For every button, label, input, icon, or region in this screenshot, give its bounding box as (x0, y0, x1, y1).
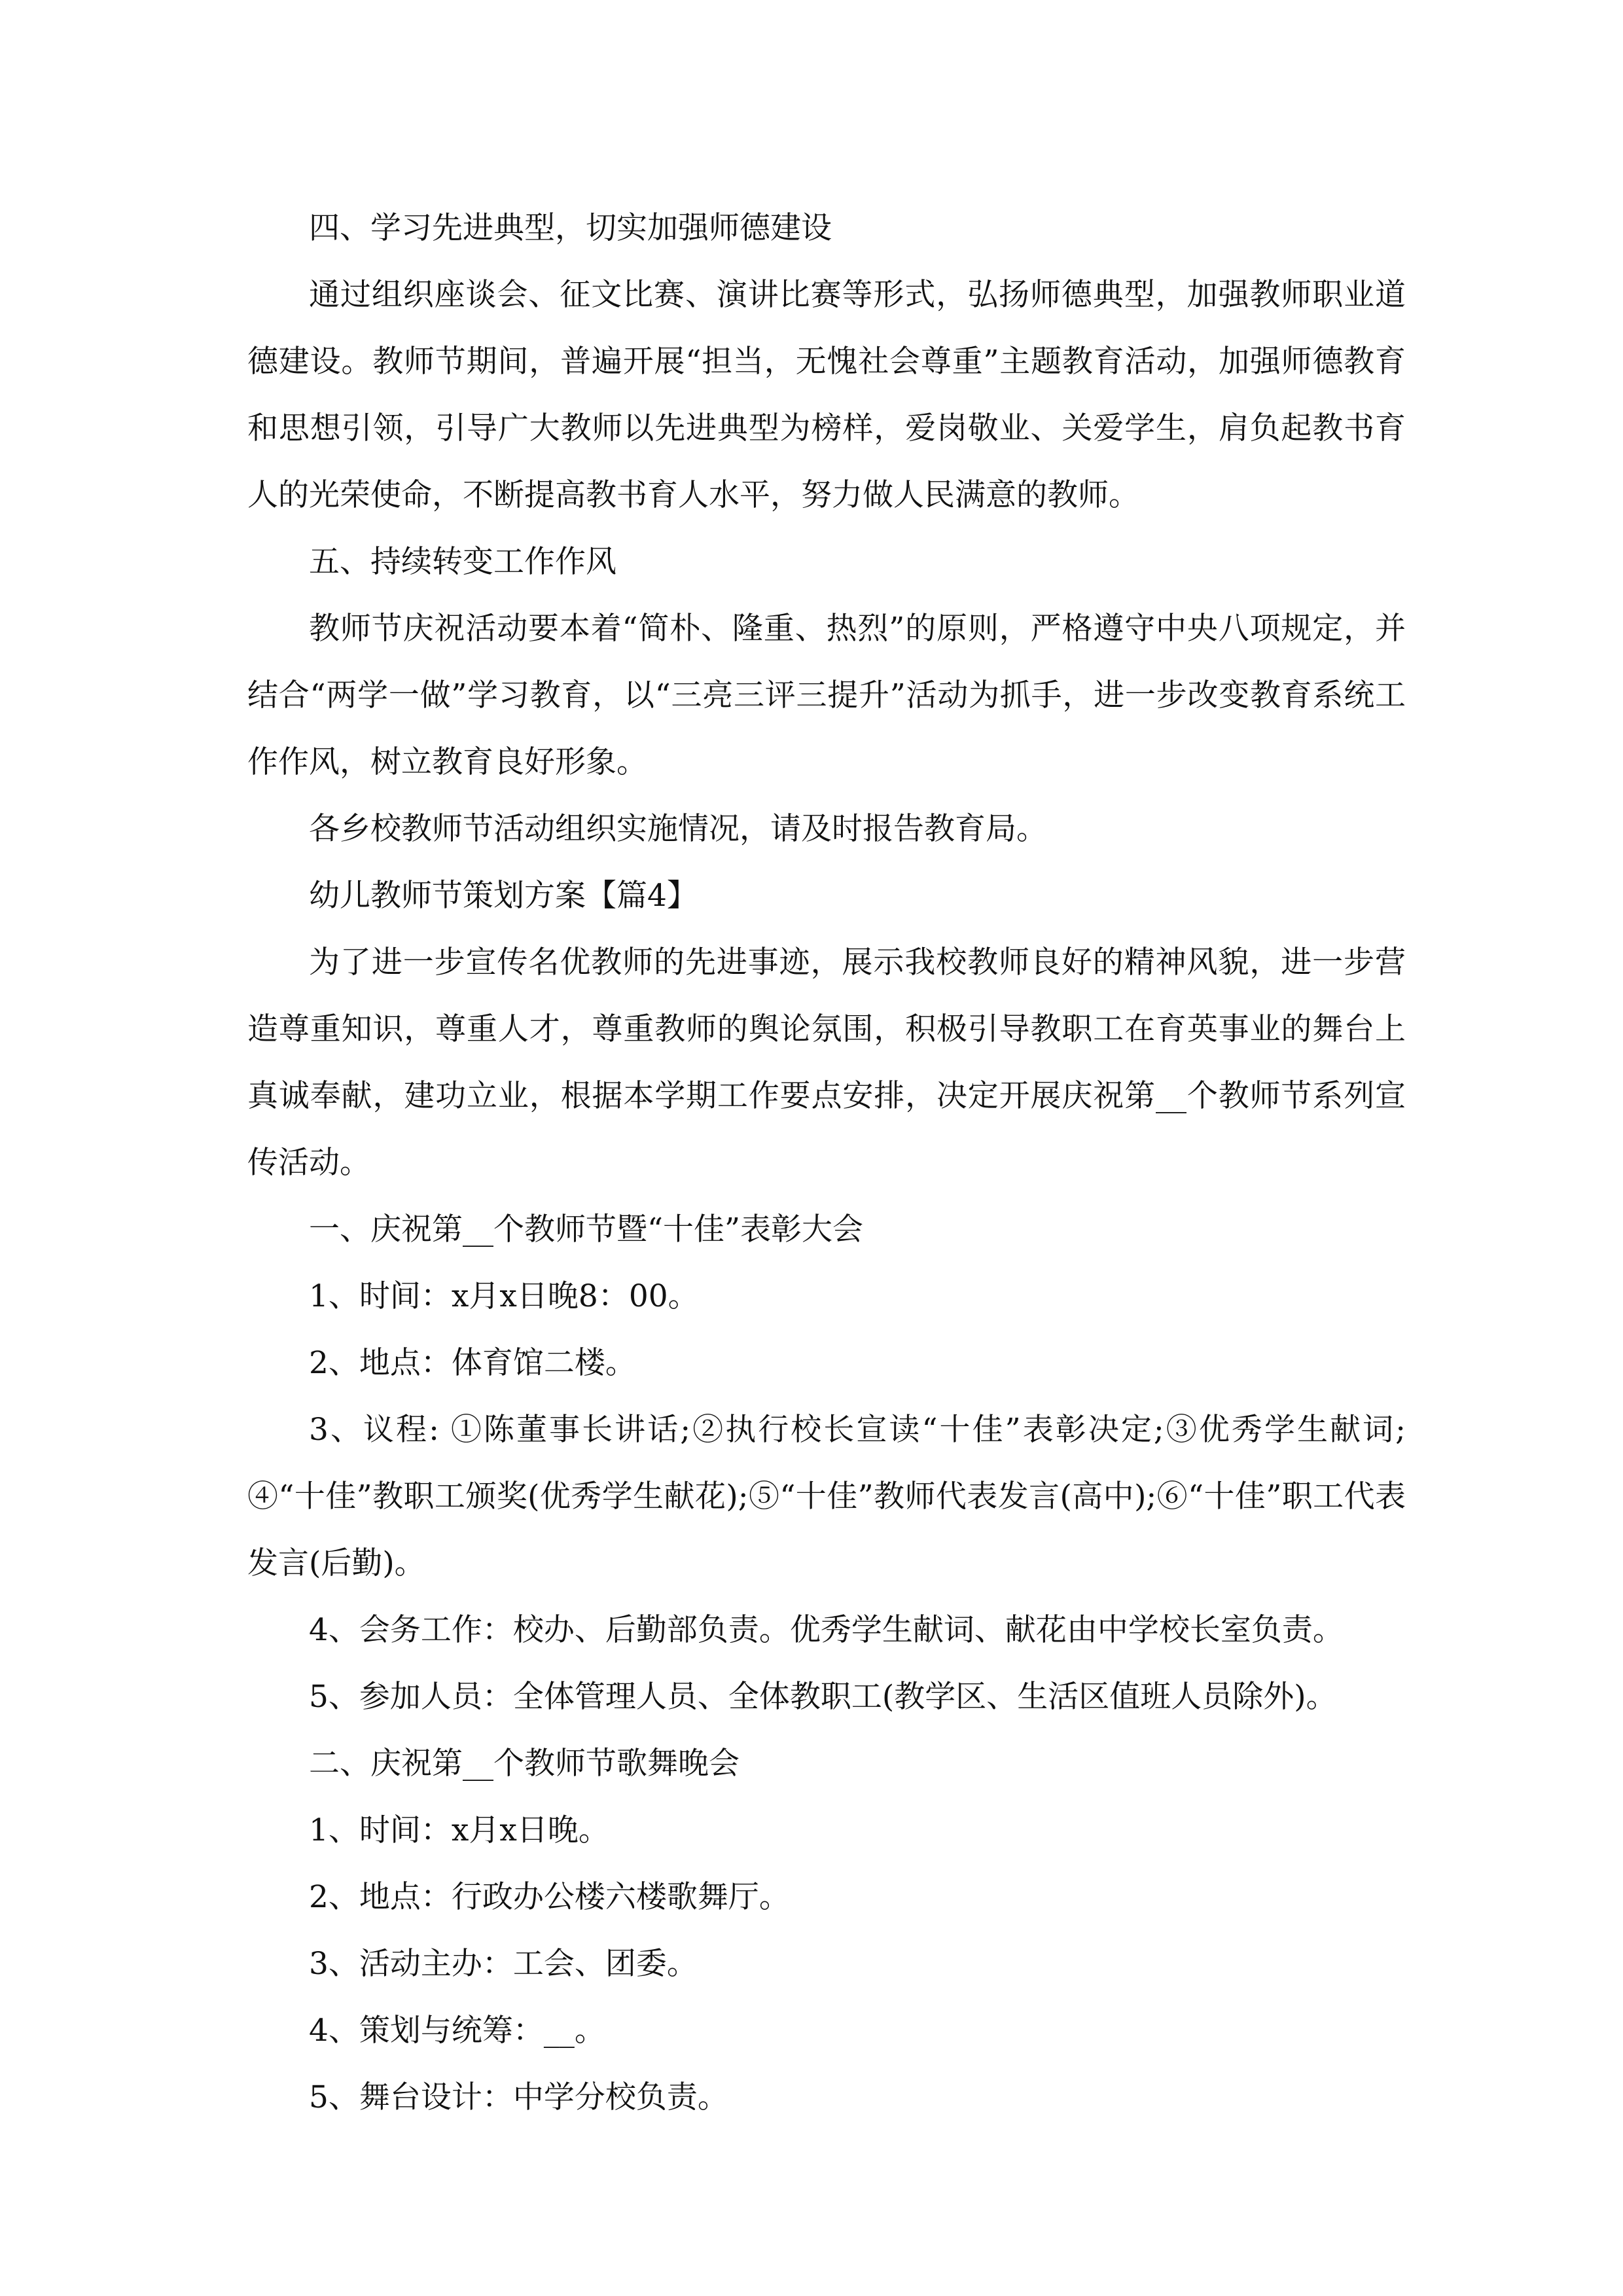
section-heading-4: 四、学习先进典型，切实加强师德建设 (309, 210, 832, 246)
body-paragraph: 各乡校教师节活动组织实施情况，请及时报告教育局。 (309, 811, 1047, 847)
list-item: 5、参加人员：全体管理人员、全体教职工(教学区、生活区值班人员除外)。 (309, 1679, 1337, 1715)
section-heading-2: 二、庆祝第__个教师节歌舞晚会 (309, 1746, 740, 1782)
list-item: 1、时间：x月x日晚8：00。 (309, 1278, 699, 1314)
body-paragraph: 通过组织座谈会、征文比赛、演讲比赛等形式，弘扬师德典型，加强教师职业道德建设。教师节期间，普遍开展“担当，无愧社会尊重”主题教育活动，加强师德教育和思想引领，引导广大教师以先进典型为榜样，爱岗敬业、关爱学生，肩负起教书育人的光荣使命，不断提高教书育人水平，努力做人民满意的教师。 (247, 277, 1406, 513)
list-item: 5、舞台设计：中学分校负责。 (309, 2079, 728, 2115)
list-item: 3、活动主办：工会、团委。 (309, 1946, 698, 1982)
section-heading-5: 五、持续转变工作作风 (309, 544, 616, 580)
body-paragraph: 为了进一步宣传名优教师的先进事迹，展示我校教师良好的精神风貌，进一步营造尊重知识，尊重人才，尊重教师的舆论氛围，积极引导教职工在育英事业的舞台上真诚奉献，建功立业，根据本学期工作要点安排，决定开展庆祝第__个教师节系列宣传活动。 (247, 944, 1406, 1181)
list-item: 4、策划与统筹：__。 (309, 2013, 605, 2049)
section-heading-1: 一、庆祝第__个教师节暨“十佳”表彰大会 (309, 1211, 864, 1247)
list-item: 2、地点：体育馆二楼。 (309, 1345, 636, 1381)
list-item: 1、时间：x月x日晚。 (309, 1812, 609, 1848)
document-body (247, 195, 1406, 2131)
list-item: 3、议程: ①陈董事长讲话;②执行校长宣读“十佳”表彰决定;③优秀学生献词;④“十佳”教职工颁奖(优秀学生献花);⑤“十佳”教师代表发言(高中);⑥“十佳”职工代表发言(后勤)。 (247, 1412, 1406, 1581)
body-paragraph: 教师节庆祝活动要本着“简朴、隆重、热烈”的原则，严格遵守中央八项规定，并结合“两学一做”学习教育，以“三亮三评三提升”活动为抓手，进一步改变教育系统工作作风，树立教育良好形象。 (247, 611, 1406, 780)
list-item: 4、会务工作：校办、后勤部负责。优秀学生献词、献花由中学校长室负责。 (309, 1612, 1344, 1648)
list-item: 2、地点：行政办公楼六楼歌舞厅。 (309, 1879, 790, 1915)
plan-title: 幼儿教师节策划方案【篇4】 (309, 878, 698, 914)
